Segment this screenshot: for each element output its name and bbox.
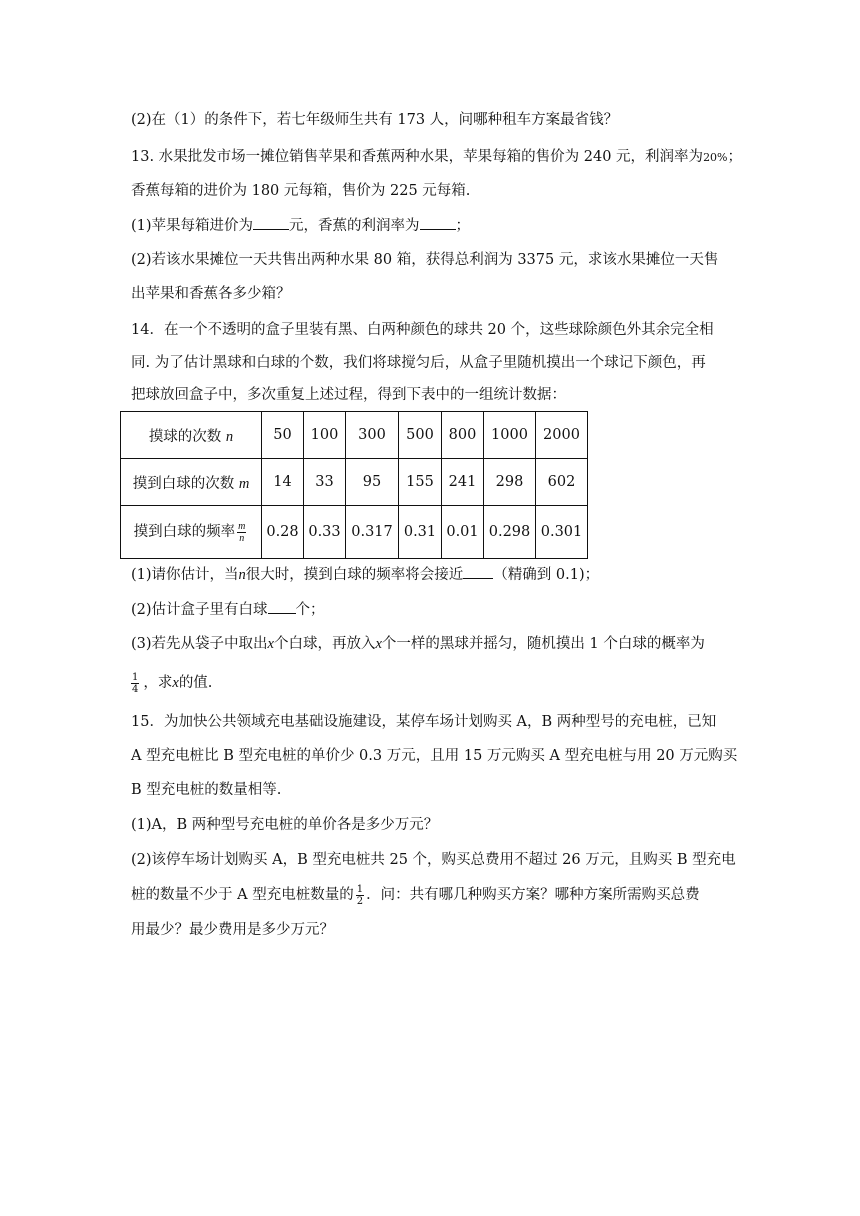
blank-white-ball-count <box>268 599 296 614</box>
statistics-table <box>120 411 588 559</box>
q13-stem-line1: 13. 水果批发市场一摊位销售苹果和香蕉两种水果，苹果每箱的售价为 240 元，利润率为20%； <box>131 149 743 165</box>
table-cell: 155 <box>399 459 442 506</box>
table-cell: 800 <box>442 412 484 459</box>
table-cell: 602 <box>536 459 588 506</box>
table-cell: 100 <box>304 412 346 459</box>
fraction-one-quarter: $\frac{1}{4}$ <box>132 671 139 695</box>
profit-rate-20pct: 20% <box>703 151 728 164</box>
table-cell: 0.298 <box>484 506 536 559</box>
blank-apple-cost <box>253 215 289 230</box>
q14-part1: (1)请你估计，当n很大时，摸到白球的频率将会接近 （精确到 0.1)； <box>131 564 599 585</box>
q14-part3-line2: $\frac{1}{4}$ ，求x的值. <box>132 671 213 695</box>
q14-stem-line2: 同. 为了估计黑球和白球的个数，我们将球搅匀后，从盒子里随机摸出一个球记下颜色，再 <box>131 355 706 371</box>
q15-part2-line3: 用最少？最少费用是多少万元？ <box>131 922 334 938</box>
q13-stem-line2: 香蕉每箱的进价为 180 元每箱，售价为 225 元每箱. <box>131 183 471 199</box>
table-cell: 0.317 <box>346 506 399 559</box>
fraction-m-over-n: $\frac{m}{n}$ <box>238 520 246 544</box>
q15-part1: (1)A，B 两种型号充电桩的单价各是多少万元？ <box>131 817 439 833</box>
q15-stem-line1: 15．为加快公共领域充电基础设施建设，某停车场计划购买 A，B 两种型号的充电桩，已知 <box>131 714 717 730</box>
blank-frequency-estimate <box>463 564 493 579</box>
q15-part2-line1: (2)该停车场计划购买 A，B 型充电桩共 25 个，购买总费用不超过 26 万元，且购买 B 型充电 <box>131 852 736 868</box>
q14-stem-line3: 把球放回盒子中，多次重复上述过程，得到下表中的一组统计数据： <box>131 387 566 403</box>
table-cell: 0.33 <box>304 506 346 559</box>
table-header-cell: 摸球的次数 n <box>121 412 262 459</box>
table-cell: 298 <box>484 459 536 506</box>
table-cell: 500 <box>399 412 442 459</box>
q13-part2-line2: 出苹果和香蕉各多少箱？ <box>131 286 291 302</box>
q12-part2: (2)在（1）的条件下，若七年级师生共有 173 人，问哪种租车方案最省钱？ <box>131 112 619 128</box>
fraction-one-half: $\frac{1}{2}$ <box>356 883 364 907</box>
table-cell: 14 <box>262 459 304 506</box>
q13-part1: (1)苹果每箱进价为 元，香蕉的利润率为 ； <box>131 215 470 236</box>
table-cell: 2000 <box>536 412 588 459</box>
table-cell: 300 <box>346 412 399 459</box>
table-cell: 95 <box>346 459 399 506</box>
q14-part3-line1: (3)若先从袋子中取出x个白球，再放入x个一样的黑球并摇匀，随机摸出 1 个白球的概率为 <box>131 636 705 652</box>
table-row <box>121 412 588 459</box>
table-header-cell: 摸到白球的次数 m <box>121 459 262 506</box>
table-cell: 33 <box>304 459 346 506</box>
table-cell: 50 <box>262 412 304 459</box>
q15-stem-line2: A 型充电桩比 B 型充电桩的单价少 0.3 万元，且用 15 万元购买 A 型充电桩与用 20 万元购买 <box>131 748 738 764</box>
table-header-cell: 摸到白球的频率 $\frac{m}{n}$ <box>121 506 262 559</box>
table-cell: 0.301 <box>536 506 588 559</box>
blank-banana-profit-rate <box>420 215 456 230</box>
q15-part2-line2: 桩的数量不少于 A 型充电桩数量的 $\frac{1}{2}$ ．问：共有哪几种购买方案？哪种方案所需购买总费 <box>131 883 700 907</box>
q13-part2-line1: (2)若该水果摊位一天共售出两种水果 80 箱，获得总利润为 3375 元，求该水果摊位一天售 <box>131 252 719 268</box>
q15-stem-line3: B 型充电桩的数量相等. <box>131 782 282 798</box>
table-row <box>121 459 588 506</box>
table-cell: 0.01 <box>442 506 484 559</box>
table-cell: 241 <box>442 459 484 506</box>
table-cell: 0.31 <box>399 506 442 559</box>
table-cell: 1000 <box>484 412 536 459</box>
table-row <box>121 506 588 559</box>
q14-stem-line1: 14．在一个不透明的盒子里装有黑、白两种颜色的球共 20 个，这些球除颜色外其余完全相 <box>131 322 714 338</box>
q14-part2: (2)估计盒子里有白球 个； <box>131 599 325 620</box>
table-cell: 0.28 <box>262 506 304 559</box>
